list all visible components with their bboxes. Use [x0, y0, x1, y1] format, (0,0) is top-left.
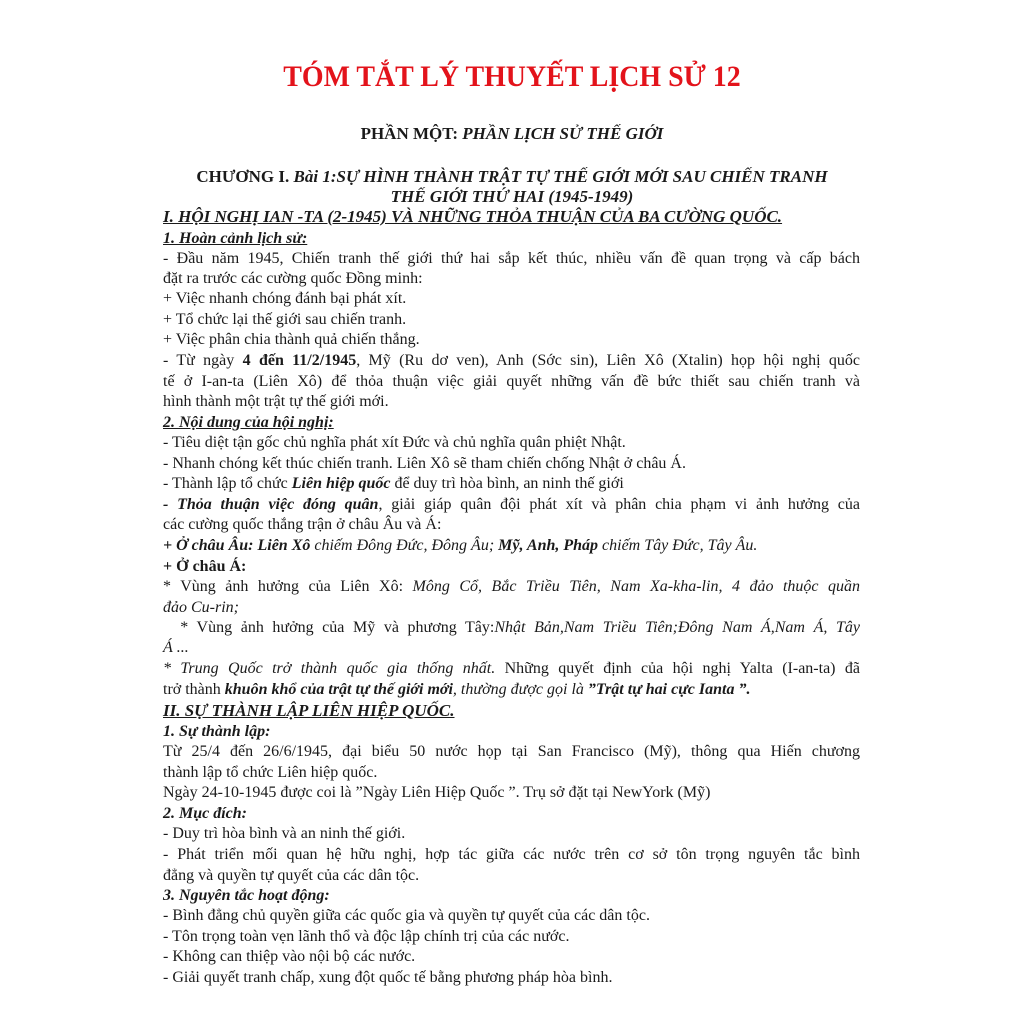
subsection-2-3-heading: 3. Nguyên tắc hoạt động:	[163, 887, 330, 904]
text: - Từ ngày	[163, 352, 243, 369]
emphasis: - Thỏa thuận việc đóng quân	[163, 496, 379, 513]
italic-text: chiếm Đông Đức, Đông Âu;	[310, 537, 499, 554]
list-item: - Nhanh chóng kết thúc chiến tranh. Liên Xô sẽ tham chiến chống Nhật ở châu Á.	[163, 455, 686, 472]
bold-text: + Ở châu Á:	[163, 558, 247, 575]
bullet-item: + Tổ chức lại thế giới sau chiến tranh.	[163, 311, 407, 328]
list-item	[163, 495, 860, 515]
paragraph-line: - Đầu năm 1945, Chiến tranh thế giới thứ hai sắp kết thúc, nhiều vấn đề quan trọng và cấp bách	[163, 250, 860, 267]
bullet-item: + Việc nhanh chóng đánh bại phát xít.	[163, 290, 407, 307]
list-item: - Duy trì hòa bình và an ninh thế giới.	[163, 825, 406, 842]
italic-text: Á ...	[163, 639, 189, 656]
emphasis: Liên hiệp quốc	[291, 475, 391, 492]
us-influence-line	[163, 618, 860, 638]
text: - Thành lập tổ chức	[163, 475, 292, 492]
list-item: - Tôn trọng toàn vẹn lãnh thổ và độc lập chính trị của các nước.	[163, 928, 570, 945]
paragraph-line: đẳng và quyền tự quyết của các dân tộc.	[163, 867, 420, 884]
date-bold: 4 đến 11/2/1945	[242, 352, 357, 369]
list-item: - Không can thiệp vào nội bộ các nước.	[163, 948, 416, 965]
text: để duy trì hòa bình, an ninh thế giới	[390, 475, 624, 492]
paragraph-line	[163, 598, 860, 618]
lesson-title-line2: THẾ GIỚI THỨ HAI (1945-1949)	[390, 187, 634, 206]
lesson-title-line1: Bài 1:SỰ HÌNH THÀNH TRẬT TỰ THẾ GIỚI MỚI SAU CHIẾN TRANH	[293, 167, 828, 186]
italic-text: chiếm Tây Đức, Tây Âu.	[598, 537, 758, 554]
paragraph-line: các cường quốc thắng trận ở châu Âu và Á:	[163, 516, 442, 533]
paragraph-line: tế ở I-an-ta (Liên Xô) để thỏa thuận việc giải quyết những vấn đề bức thiết sau chiến tranh và	[163, 373, 860, 390]
part-name: PHẦN LỊCH SỬ THẾ GIỚI	[462, 124, 664, 143]
paragraph-line	[163, 351, 860, 371]
paragraph-line	[163, 638, 860, 658]
paragraph-line: hình thành một trật tự thế giới mới.	[163, 393, 389, 410]
section-1-heading: I. HỘI NGHỊ IAN -TA (2-1945) VÀ NHỮNG THỎA THUẬN CỦA BA CƯỜNG QUỐC.	[163, 207, 783, 226]
china-line	[163, 659, 860, 679]
chapter-heading-line2	[0, 187, 1024, 207]
emphasis: khuôn khổ của trật tự thế giới mới	[224, 681, 453, 698]
asia-heading	[163, 557, 860, 577]
italic-text: đảo Cu-rin;	[163, 599, 239, 616]
subsection-1-2-heading: 2. Nội dung của hội nghị:	[163, 414, 334, 431]
emphasis: ”Trật tự hai cực Ianta ”.	[587, 681, 751, 698]
subsection-2-1-heading: 1. Sự thành lập:	[163, 723, 271, 740]
italic-text: Nhật Bản,Nam Triều Tiên;Đông Nam Á,Nam Á, Tây	[494, 619, 860, 636]
paragraph-line: đặt ra trước các cường quốc Đồng minh:	[163, 270, 423, 287]
part-heading	[0, 124, 1024, 144]
emphasis: Mỹ, Anh, Pháp	[498, 537, 599, 554]
subsection-1-1-heading: 1. Hoàn cảnh lịch sử:	[163, 230, 308, 247]
text: Những quyết định của hội nghị Yalta (I-an-ta) đã	[495, 660, 860, 677]
text: * Vùng ảnh hưởng của Mỹ và phương Tây:	[163, 619, 495, 636]
text: trở thành	[163, 681, 225, 698]
italic-text: Mông Cổ, Bắc Triều Tiên, Nam Xa-kha-lin, 4 đảo thuộc quần	[412, 578, 860, 595]
paragraph-line: thành lập tổ chức Liên hiệp quốc.	[163, 764, 378, 781]
europe-line	[163, 536, 860, 556]
document-title: TÓM TẮT LÝ THUYẾT LỊCH SỬ 12	[283, 60, 741, 93]
italic-text: * Trung Quốc trở thành quốc gia thống nhất.	[163, 660, 496, 677]
chapter-label: CHƯƠNG I.	[196, 167, 290, 186]
emphasis: + Ở châu Âu: Liên Xô	[163, 537, 311, 554]
section-2-heading: II. SỰ THÀNH LẬP LIÊN HIỆP QUỐC.	[163, 701, 455, 720]
list-item	[163, 474, 860, 494]
chapter-heading	[0, 167, 1024, 187]
text: * Vùng ảnh hưởng của Liên Xô:	[163, 578, 413, 595]
list-item: - Tiêu diệt tận gốc chủ nghĩa phát xít Đức và chủ nghĩa quân phiệt Nhật.	[163, 434, 626, 451]
list-item: - Phát triển mối quan hệ hữu nghị, hợp tác giữa các nước trên cơ sở tôn trọng nguyên tắc bình	[163, 846, 860, 863]
italic-text: , thường được gọi là	[452, 681, 588, 698]
subsection-2-2-heading: 2. Mục đích:	[163, 805, 247, 822]
bullet-item: + Việc phân chia thành quả chiến thắng.	[163, 331, 420, 348]
conclusion-line	[163, 680, 860, 700]
paragraph-line: Từ 25/4 đến 26/6/1945, đại biểu 50 nước họp tại San Francisco (Mỹ), thông qua Hiến chương	[163, 743, 860, 760]
paragraph-line: Ngày 24-10-1945 được coi là ”Ngày Liên Hiệp Quốc ”. Trụ sở đặt tại NewYork (Mỹ)	[163, 784, 711, 801]
text: , giải giáp quân đội phát xít và phân chia phạm vi ảnh hưởng của	[378, 496, 860, 513]
text: , Mỹ (Ru dơ ven), Anh (Sớc sin), Liên Xô (Xtalin) họp hội nghị quốc	[356, 352, 861, 369]
ussr-influence-line	[163, 577, 860, 597]
list-item: - Bình đẳng chủ quyền giữa các quốc gia và quyền tự quyết của các dân tộc.	[163, 907, 650, 924]
list-item: - Giải quyết tranh chấp, xung đột quốc tế bằng phương pháp hòa bình.	[163, 969, 613, 986]
part-label: PHẦN MỘT:	[360, 124, 458, 143]
